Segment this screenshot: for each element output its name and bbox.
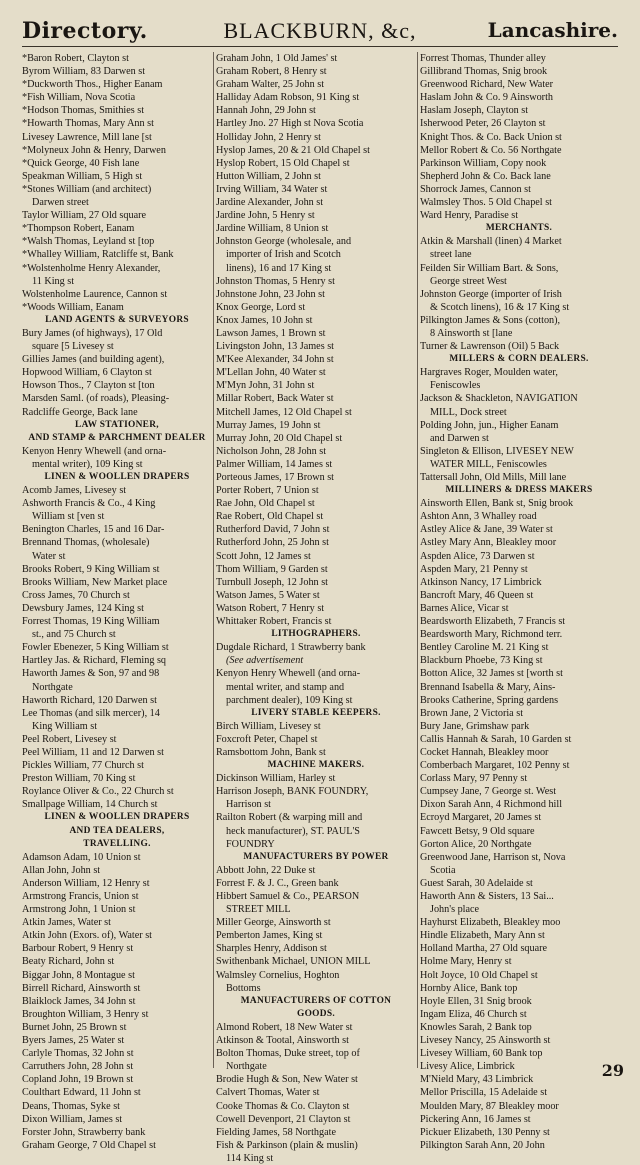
directory-entry: Livesey Nancy, 25 Ainsworth st	[420, 1035, 551, 1047]
directory-entry: Isherwood Peter, 26 Clayton st	[420, 118, 546, 130]
directory-entry: & Scotch linens), 16 & 17 King st	[430, 301, 570, 313]
directory-entry: Mellor Robert & Co. 56 Northgate	[420, 144, 562, 156]
directory-entry: *Quick George, 40 Fish lane	[22, 157, 140, 169]
section-heading: MANUFACTURERS BY POWER	[243, 851, 389, 862]
directory-entry: *Howarth Thomas, Mary Ann st	[22, 118, 154, 130]
directory-entry: Armstrong John, 1 Union st	[22, 904, 136, 916]
directory-entry: Scott John, 12 James st	[216, 550, 311, 562]
directory-entry: Bury Jane, Grimshaw park	[420, 720, 530, 732]
directory-entry: heck manufacturer), ST. PAUL'S	[226, 825, 360, 837]
directory-entry: Murray James, 19 John st	[216, 419, 321, 431]
column-divider	[417, 52, 418, 1068]
directory-entry: Moulden Mary, 87 Bleakley moor	[420, 1100, 559, 1112]
directory-entry: Ward Henry, Paradise st	[420, 210, 519, 222]
directory-entry: M'Kee Alexander, 34 John st	[216, 354, 334, 366]
directory-entry: Hartley Jas. & Richard, Fleming sq	[22, 655, 167, 667]
directory-entry: Anderson William, 12 Henry st	[22, 877, 150, 889]
directory-entry: John's place	[430, 904, 480, 916]
page-header	[22, 18, 618, 47]
directory-entry: mental writer, and stamp and	[226, 681, 345, 693]
directory-entry: Polding John, jun., Higher Eanam	[420, 419, 559, 431]
directory-entry: Holme Mary, Henry st	[420, 956, 512, 968]
directory-entry: Fawcett Betsy, 9 Old square	[420, 825, 535, 837]
directory-entry: Hutton William, 2 John st	[216, 170, 321, 182]
directory-entry: Whittaker Robert, Francis st	[216, 616, 332, 628]
directory-entry: M'Myn John, 31 John st	[216, 380, 315, 392]
directory-entry: Bottoms	[226, 982, 261, 994]
directory-entry: Brennand Thomas, (wholesale)	[22, 537, 150, 549]
directory-entry: Haworth Ann & Sisters, 13 Sai...	[420, 891, 554, 902]
directory-entry: Cooke Thomas & Co. Clayton st	[216, 1100, 350, 1112]
directory-entry: Hartley Jno. 27 High st Nova Scotia	[216, 118, 364, 130]
directory-entry: Watson James, 5 Water st	[216, 589, 320, 601]
directory-entry: Beaty Richard, John st	[22, 956, 115, 968]
directory-entry: Shorrock James, Cannon st	[420, 183, 531, 195]
directory-entry: Harrison Joseph, BANK FOUNDRY,	[216, 786, 369, 798]
directory-entry: Cocket Hannah, Bleakley moor	[420, 746, 549, 758]
section-heading: LIVERY STABLE KEEPERS.	[251, 707, 381, 718]
directory-entry: Pilkington Sarah Ann, 20 John	[420, 1139, 545, 1151]
directory-entry: parchment dealer), 109 King st	[226, 694, 353, 706]
directory-entry: *Woods William, Eanam	[22, 301, 124, 313]
directory-entry: Atkinson & Tootal, Ainsworth st	[216, 1035, 349, 1047]
directory-entry: Greenwood Richard, New Water	[420, 79, 554, 91]
directory-entry: Livingston John, 13 James st	[216, 341, 335, 353]
directory-entry: Ramsbottom John, Bank st	[216, 746, 326, 758]
directory-entry: Miller George, Ainsworth st	[216, 917, 331, 929]
directory-entry: Hibbert Samuel & Co., PEARSON	[216, 891, 360, 902]
directory-entry: Hoyle Ellen, 31 Snig brook	[420, 995, 532, 1007]
directory-entry: M'Lellan John, 40 Water st	[216, 367, 326, 379]
directory-entry: *Stones William (and architect)	[22, 183, 152, 195]
directory-entry: Dixon Sarah Ann, 4 Richmond hill	[420, 799, 563, 811]
directory-entry: *Hodson Thomas, Smithies st	[22, 105, 145, 117]
directory-entry: Haworth Richard, 120 Darwen st	[22, 694, 157, 706]
directory-entry: Knowles Sarah, 2 Bank top	[420, 1021, 532, 1033]
directory-entry: Marsden Saml. (of roads), Pleasing-	[22, 393, 170, 405]
directory-entry: *Duckworth Thos., Higher Eanam	[22, 79, 163, 91]
directory-entry: Livesey William, 60 Bank top	[420, 1048, 543, 1060]
directory-entry: Brooks Catherine, Spring gardens	[420, 694, 559, 706]
directory-entry: Taylor William, 27 Old square	[22, 210, 147, 222]
directory-entry: Atkin & Marshall (linen) 4 Market	[420, 236, 562, 248]
directory-entry: Dickinson William, Harley st	[216, 773, 336, 785]
directory-entry: Hyslop James, 20 & 21 Old Chapel st	[216, 144, 370, 156]
page-number: 29	[601, 1061, 624, 1080]
directory-entry: Beardsworth Elizabeth, 7 Francis st	[420, 616, 566, 628]
directory-entry: Scotia	[430, 864, 456, 876]
directory-entry: 11 King st	[32, 275, 75, 287]
section-heading: LINEN & WOOLLEN DRAPERS	[44, 812, 190, 823]
directory-entry: Ainsworth Ellen, Bank st, Snig brook	[420, 498, 574, 510]
directory-entry: Jackson & Shackleton, NAVIGATION	[420, 393, 578, 405]
directory-entry: Palmer William, 14 James st	[216, 458, 333, 470]
section-heading: TRAVELLING.	[83, 838, 151, 849]
directory-entry: 8 Ainsworth st [lane	[430, 327, 513, 339]
section-heading: LAW STATIONER,	[75, 419, 159, 430]
column-1	[22, 52, 212, 1151]
directory-entry: *Whalley William, Ratcliffe st, Bank	[22, 249, 174, 261]
column-2	[216, 52, 416, 1164]
directory-entry: Guest Sarah, 30 Adelaide st	[420, 877, 533, 889]
directory-entry: Armstrong Francis, Union st	[22, 891, 139, 902]
directory-entry: Comberbach Margaret, 102 Penny st	[420, 760, 570, 772]
directory-entry: Lawson James, 1 Brown st	[216, 327, 326, 339]
directory-entry: Johnstone John, 23 John st	[216, 288, 325, 300]
directory-entry: Turnbull Joseph, 12 John st	[216, 576, 328, 588]
directory-entry: *Baron Robert, Clayton st	[22, 53, 129, 64]
directory-entry: st., and 75 Church st	[32, 629, 116, 641]
section-heading: LITHOGRAPHERS.	[271, 629, 361, 640]
directory-entry: square [5 Livesey st	[32, 341, 114, 353]
directory-entry: Wolstenholme Laurence, Cannon st	[22, 288, 168, 300]
directory-entry: street lane	[430, 249, 472, 261]
directory-entry: George street West	[430, 275, 507, 287]
directory-entry: Forrest Thomas, Thunder alley	[420, 53, 546, 64]
directory-entry: Jardine Alexander, John st	[216, 197, 324, 209]
directory-entry: Biggar John, 8 Montague st	[22, 969, 135, 981]
directory-entry: Allan John, John st	[22, 864, 101, 876]
directory-entry: Jardine William, 8 Union st	[216, 223, 329, 235]
directory-entry: Rutherford John, 25 John st	[216, 537, 329, 549]
directory-entry: Astley Alice & Jane, 39 Water st	[420, 524, 553, 536]
directory-entry: Pickles William, 77 Church st	[22, 760, 144, 772]
directory-entry: Carruthers John, 28 John st	[22, 1061, 134, 1073]
directory-entry: Kenyon Henry Whewell (and orna-	[22, 445, 167, 457]
directory-entry: Birrell Richard, Ainsworth st	[22, 982, 141, 994]
section-heading: MANUFACTURERS OF COTTON	[240, 995, 392, 1006]
directory-entry: Haslam Joseph, Clayton st	[420, 105, 529, 117]
directory-entry: Harrison st	[226, 799, 271, 811]
directory-entry: *Fish William, Nova Scotia	[22, 92, 136, 104]
directory-entry: Knox James, 10 John st	[216, 314, 313, 326]
directory-entry: WATER MILL, Feniscowles	[430, 458, 547, 470]
directory-entry: Dixon William, James st	[22, 1113, 123, 1125]
directory-entry: Nicholson John, 28 John st	[216, 445, 327, 457]
directory-entry: M'Nield Mary, 43 Limbrick	[420, 1074, 534, 1086]
directory-entry: Hannah John, 29 John st	[216, 105, 316, 117]
directory-entry: *Walsh Thomas, Leyland st [top	[22, 236, 155, 248]
directory-entry: Botton Alice, 32 James st [worth st	[420, 668, 563, 680]
directory-entry: Brodie Hugh & Son, New Water st	[216, 1074, 358, 1086]
directory-entry: Almond Robert, 18 New Water st	[216, 1021, 353, 1033]
directory-entry: (See advertisement	[226, 655, 304, 667]
directory-entry: Thom William, 9 Garden st	[216, 563, 328, 575]
directory-entry: Railton Robert (& warping mill and	[216, 812, 363, 824]
directory-entry: Atkin James, Water st	[22, 917, 111, 929]
directory-entry: linens), 16 and 17 King st	[226, 262, 332, 274]
directory-entry: Knight Thos. & Co. Back Union st	[420, 131, 562, 143]
directory-entry: MILL, Dock street	[430, 406, 507, 418]
directory-entry: Mellor Priscilla, 15 Adelaide st	[420, 1087, 548, 1099]
directory-entry: Jardine John, 5 Henry st	[216, 210, 315, 222]
directory-columns	[22, 52, 618, 1164]
directory-entry: Blaiklock James, 34 John st	[22, 995, 136, 1007]
directory-entry: Graham George, 7 Old Chapel st	[22, 1139, 156, 1151]
directory-entry: Fish & Parkinson (plain & muslin)	[216, 1139, 358, 1151]
directory-entry: Holt Joyce, 10 Old Chapel st	[420, 969, 538, 981]
directory-entry: Rae John, Old Chapel st	[216, 498, 315, 510]
directory-entry: Bury James (of highways), 17 Old	[22, 327, 163, 339]
section-heading: MILLERS & CORN DEALERS.	[449, 354, 589, 365]
section-heading: LINEN & WOOLLEN DRAPERS	[44, 472, 190, 482]
directory-entry: Roylance Oliver & Co., 22 Church st	[22, 786, 174, 798]
directory-entry: 114 King st	[226, 1152, 274, 1164]
directory-entry: Atkin John (Exors. of), Water st	[22, 930, 152, 942]
directory-entry: Porter Robert, 7 Union st	[216, 485, 319, 497]
directory-entry: Cumpsey Jane, 7 George st. West	[420, 786, 557, 798]
directory-entry: Corlass Mary, 97 Penny st	[420, 773, 528, 785]
directory-entry: Carlyle Thomas, 32 John st	[22, 1048, 134, 1060]
directory-entry: Gillies James (and building agent),	[22, 354, 165, 366]
directory-entry: mental writer), 109 King st	[32, 458, 143, 470]
directory-entry: Peel Robert, Livesey st	[22, 733, 117, 745]
section-heading: GOODS.	[296, 1008, 335, 1019]
directory-entry: Livesey Lawrence, Mill lane [st	[22, 131, 152, 143]
directory-entry: Fielding James, 58 Northgate	[216, 1126, 336, 1138]
directory-entry: Forster John, Strawberry bank	[22, 1126, 146, 1138]
directory-entry: Peel William, 11 and 12 Darwen st	[22, 746, 164, 758]
section-heading: MERCHANTS.	[485, 223, 553, 234]
directory-entry: Knox George, Lord st	[216, 301, 306, 313]
directory-entry: Johnston Thomas, 5 Henry st	[216, 275, 335, 287]
directory-entry: Dewsbury James, 124 King st	[22, 602, 144, 614]
directory-entry: Brennand Isabella & Mary, Ains-	[420, 681, 556, 693]
directory-entry: Abbott John, 22 Duke st	[216, 864, 316, 876]
directory-entry: Byers James, 25 Water st	[22, 1035, 125, 1047]
directory-entry: Acomb James, Livesey st	[22, 485, 127, 497]
directory-entry: Beardsworth Mary, Richmond terr.	[420, 629, 563, 641]
directory-entry: Brooks William, New Market place	[22, 576, 168, 588]
directory-entry: Tattersall John, Old Mills, Mill lane	[420, 472, 567, 483]
directory-entry: Porteous James, 17 Brown st	[216, 472, 335, 483]
directory-entry: Hyslop Robert, 15 Old Chapel st	[216, 157, 350, 169]
directory-entry: Pickuer Elizabeth, 130 Penny st	[420, 1126, 550, 1138]
directory-entry: Livesy Alice, Limbrick	[420, 1061, 515, 1073]
directory-entry: Graham Walter, 25 John st	[216, 79, 325, 91]
directory-entry: Feniscowles	[430, 380, 481, 392]
directory-entry: Barbour Robert, 9 Henry st	[22, 943, 134, 955]
directory-entry: STREET MILL	[226, 904, 291, 916]
directory-entry: Byrom William, 83 Darwen st	[22, 66, 146, 78]
directory-entry: Hayhurst Elizabeth, Bleakley moo	[420, 917, 561, 929]
directory-entry: Watson Robert, 7 Henry st	[216, 602, 325, 614]
directory-entry: Fowler Ebenezer, 5 King William st	[22, 642, 169, 654]
directory-entry: and Darwen st	[430, 432, 489, 444]
directory-entry: Feilden Sir William Bart. & Sons,	[420, 262, 559, 274]
directory-entry: Ashton Ann, 3 Whalley road	[420, 511, 537, 523]
directory-entry: Millar Robert, Back Water st	[216, 393, 334, 405]
directory-entry: Deans, Thomas, Syke st	[22, 1100, 120, 1112]
directory-entry: *Molyneux John & Henry, Darwen	[22, 144, 166, 156]
directory-entry: Turner & Lawrenson (Oil) 5 Back	[420, 341, 560, 353]
directory-entry: Smallpage William, 14 Church st	[22, 799, 158, 811]
directory-entry: Ecroyd Margaret, 20 James st	[420, 812, 542, 824]
directory-entry: Walmsley Cornelius, Hoghton	[216, 969, 340, 981]
directory-entry: Ashworth Francis & Co., 4 King	[22, 498, 156, 510]
directory-entry: Rae Robert, Old Chapel st	[216, 511, 324, 523]
directory-entry: Aspden Alice, 73 Darwen st	[420, 550, 535, 562]
header-center-title: BLACKBURN, &c,	[223, 18, 417, 43]
directory-entry: Gorton Alice, 20 Northgate	[420, 838, 532, 850]
directory-entry: Halliday Adam Robson, 91 King st	[216, 92, 360, 104]
section-heading: AND TEA DEALERS,	[69, 825, 165, 836]
directory-entry: Holliday John, 2 Henry st	[216, 131, 321, 143]
directory-entry: Graham Robert, 8 Henry st	[216, 66, 327, 78]
directory-entry: Cross James, 70 Church st	[22, 589, 130, 601]
directory-entry: Blackburn Phoebe, 73 King st	[420, 655, 543, 667]
directory-entry: Howson Thos., 7 Clayton st [ton	[22, 380, 155, 392]
directory-entry: Kenyon Henry Whewell (and orna-	[216, 668, 361, 680]
directory-entry: Callis Hannah & Sarah, 10 Garden st	[420, 733, 572, 745]
directory-entry: *Wolstenholme Henry Alexander,	[22, 262, 161, 274]
directory-entry: Haworth James & Son, 97 and 98	[22, 668, 160, 680]
directory-entry: Johnston George (importer of Irish	[420, 288, 562, 300]
directory-entry: Gillibrand Thomas, Snig brook	[420, 66, 548, 78]
directory-entry: Calvert Thomas, Water st	[216, 1087, 320, 1099]
directory-entry: Bancroft Mary, 46 Queen st	[420, 589, 534, 601]
directory-entry: Haslam John & Co. 9 Ainsworth	[420, 92, 554, 104]
directory-entry: Murray John, 20 Old Chapel st	[216, 432, 343, 444]
directory-entry: Hornby Alice, Bank top	[420, 982, 518, 994]
directory-entry: Rutherford David, 7 John st	[216, 524, 330, 536]
directory-entry: Barnes Alice, Vicar st	[420, 602, 509, 614]
directory-entry: Northgate	[226, 1061, 267, 1073]
directory-entry: Hindle Elizabeth, Mary Ann st	[420, 930, 545, 942]
directory-entry: Pilkington James & Sons (cotton),	[420, 314, 561, 326]
directory-entry: Mitchell James, 12 Old Chapel st	[216, 406, 352, 418]
directory-entry: Radcliffe George, Back lane	[22, 406, 138, 418]
directory-entry: Bentley Caroline M. 21 King st	[420, 642, 549, 654]
directory-entry: Brooks Robert, 9 King William st	[22, 563, 160, 575]
directory-entry: Bolton Thomas, Duke street, top of	[216, 1048, 360, 1060]
directory-entry: Holland Martha, 27 Old square	[420, 943, 548, 955]
directory-entry: importer of Irish and Scotch	[226, 249, 341, 261]
directory-entry: *Thompson Robert, Eanam	[22, 223, 135, 235]
directory-entry: William st [ven st	[32, 511, 105, 523]
directory-entry: Forrest F. & J. C., Green bank	[216, 877, 339, 889]
header-left-title: Directory.	[22, 18, 148, 44]
directory-entry: Shepherd John & Co. Back lane	[420, 170, 551, 182]
directory-entry: King William st	[32, 720, 98, 732]
directory-entry: Water st	[32, 550, 66, 562]
directory-entry: Brown Jane, 2 Victoria st	[420, 707, 524, 719]
directory-entry: Speakman William, 5 High st	[22, 170, 143, 182]
directory-entry: Preston William, 70 King st	[22, 773, 136, 785]
column-divider	[213, 52, 214, 1068]
directory-entry: Copland John, 19 Brown st	[22, 1074, 134, 1086]
directory-entry: Ingam Eliza, 46 Church st	[420, 1008, 527, 1020]
directory-entry: Greenwood Jane, Harrison st, Nova	[420, 851, 566, 863]
directory-entry: Singleton & Ellison, LIVESEY NEW	[420, 445, 574, 457]
directory-entry: Benington Charles, 15 and 16 Dar-	[22, 524, 165, 536]
directory-entry: Swithenbank Michael, UNION MILL	[216, 956, 371, 968]
directory-entry: Northgate	[32, 681, 73, 693]
directory-entry: Walmsley Thos. 5 Old Chapel st	[420, 197, 552, 209]
directory-entry: FOUNDRY	[226, 838, 275, 850]
directory-entry: Forrest Thomas, 19 King William	[22, 616, 160, 628]
directory-entry: Adamson Adam, 10 Union st	[22, 851, 141, 863]
directory-entry: Sharples Henry, Addison st	[216, 943, 327, 955]
section-heading: LAND AGENTS & SURVEYORS	[45, 314, 189, 325]
directory-entry: Broughton William, 3 Henry st	[22, 1008, 149, 1020]
directory-entry: Irving William, 34 Water st	[216, 183, 328, 195]
directory-entry: Dugdale Richard, 1 Strawberry bank	[216, 642, 366, 654]
directory-entry: Cowell Devenport, 21 Clayton st	[216, 1113, 351, 1125]
directory-entry: Hargraves Roger, Moulden water,	[420, 367, 558, 379]
directory-entry: Graham John, 1 Old James' st	[216, 53, 338, 64]
header-right-title: Lancashire.	[487, 18, 618, 42]
directory-entry: Lee Thomas (and silk mercer), 14	[22, 707, 160, 719]
directory-entry: Pemberton James, King st	[216, 930, 323, 942]
directory-entry: Hopwood William, 6 Clayton st	[22, 367, 152, 379]
section-heading: MILLINERS & DRESS MAKERS	[445, 485, 593, 496]
directory-entry: Atkinson Nancy, 17 Limbrick	[420, 576, 542, 588]
section-heading: MACHINE MAKERS.	[267, 760, 365, 771]
directory-entry: Aspden Mary, 21 Penny st	[420, 563, 528, 575]
directory-entry: Foxcroft Peter, Chapel st	[216, 733, 318, 745]
directory-entry: Darwen street	[32, 197, 89, 209]
directory-entry: Coulthart Edward, 11 John st	[22, 1087, 141, 1099]
directory-entry: Burnet John, 25 Brown st	[22, 1021, 127, 1033]
directory-entry: Birch William, Livesey st	[216, 720, 321, 732]
section-heading: AND STAMP & PARCHMENT DEALER	[28, 432, 206, 443]
directory-entry: Johnston George (wholesale, and	[216, 236, 352, 248]
directory-entry: Astley Mary Ann, Bleakley moor	[420, 537, 557, 549]
directory-entry: Parkinson William, Copy nook	[420, 157, 547, 169]
directory-entry: Pickering Ann, 16 James st	[420, 1113, 531, 1125]
